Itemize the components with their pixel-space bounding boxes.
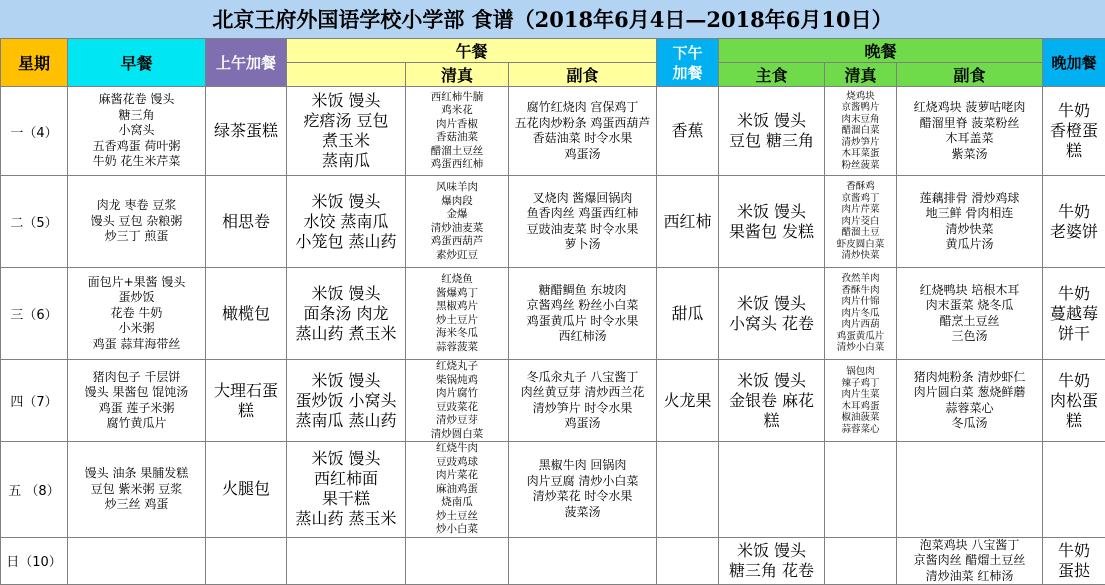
menu-item: 豆包 紫米粥 豆浆 bbox=[68, 482, 205, 498]
menu-item: 香菇油菜 bbox=[406, 131, 508, 145]
lunch-staple-cell bbox=[287, 360, 406, 442]
lunch-halal-cell bbox=[406, 360, 509, 442]
menu-item: 蛋炒饭 bbox=[68, 290, 205, 306]
menu-item: 米饭 馒头 bbox=[287, 284, 405, 304]
menu-item: 面条汤 肉龙 bbox=[287, 304, 405, 324]
lunch-staple-cell bbox=[287, 87, 406, 176]
menu-row bbox=[1, 87, 1105, 176]
lunch-side-cell bbox=[509, 442, 657, 538]
menu-item: 鸡蛋汤 bbox=[509, 416, 656, 432]
menu-item: 肉片圆白菜 葱烧鲜蘑 bbox=[897, 385, 1042, 401]
menu-item: 肉末豆角 bbox=[825, 114, 896, 126]
menu-item: 腐竹红烧肉 宫保鸡丁 bbox=[509, 100, 656, 116]
menu-item: 蒜蓉菜心 bbox=[897, 401, 1042, 417]
menu-item: 鸡蛋西红柿 bbox=[406, 158, 508, 172]
menu-item: 蒸南瓜 bbox=[287, 151, 405, 171]
menu-item: 炒土豆片 bbox=[406, 314, 508, 328]
page-title: 北京王府外国语学校小学部 食谱（2018年6月4日—2018年6月10日） bbox=[0, 0, 1105, 39]
menu-item: 金爆 bbox=[406, 208, 508, 222]
menu-item: 面包片+果酱 馒头 bbox=[68, 275, 205, 291]
menu-item: 肉片冬瓜 bbox=[825, 308, 896, 320]
header-afternoon-snack bbox=[657, 39, 719, 87]
menu-item: 鸡蛋 蒜茸海带丝 bbox=[68, 337, 205, 353]
dinner-side-cell bbox=[897, 268, 1043, 360]
menu-item: 蒜蓉菠菜 bbox=[406, 341, 508, 355]
menu-item: 豆豉鸡球 bbox=[406, 456, 508, 470]
day-cell: 日（10） bbox=[1, 537, 68, 585]
menu-item: 肉片豆腐 清炒小白菜 bbox=[509, 474, 656, 490]
header-dinner-staple: 主食 bbox=[719, 63, 825, 87]
menu-item: 炒三丝 鸡蛋 bbox=[68, 497, 205, 513]
menu-item: 孜然羊肉 bbox=[825, 273, 896, 285]
menu-item: 紫菜汤 bbox=[897, 147, 1042, 163]
night-snack-cell bbox=[1043, 537, 1105, 585]
menu-item: 清炒笋片 时令水果 bbox=[509, 401, 656, 417]
night-snack-cell bbox=[1043, 360, 1105, 442]
menu-item: 米饭 馒头 bbox=[287, 371, 405, 391]
menu-item: 醋烹土豆丝 bbox=[897, 314, 1042, 330]
lunch-side-cell bbox=[509, 360, 657, 442]
morning-snack-cell bbox=[206, 87, 287, 176]
menu-item: 萝卜汤 bbox=[509, 237, 656, 253]
dinner-staple-cell bbox=[719, 176, 825, 268]
menu-item: 烧南瓜 bbox=[406, 496, 508, 510]
menu-item: 麻油鸡蛋 bbox=[406, 483, 508, 497]
menu-item: 金银卷 麻花 bbox=[719, 391, 824, 411]
header-breakfast: 早餐 bbox=[68, 39, 206, 87]
menu-item: 清炒圆白菜 bbox=[406, 428, 508, 442]
menu-item: 火腿包 bbox=[206, 479, 286, 499]
day-cell: 五 （8） bbox=[1, 442, 68, 538]
menu-item: 清炒小白菜 bbox=[825, 342, 896, 354]
day-cell: 三（6） bbox=[1, 268, 68, 360]
header-lunch-halal: 清真 bbox=[406, 63, 509, 87]
menu-item: 煮玉米 bbox=[287, 131, 405, 151]
night-snack-cell bbox=[1043, 268, 1105, 360]
menu-item: 小米粥 bbox=[68, 321, 205, 337]
menu-item: 香菇油菜 时令水果 bbox=[509, 131, 656, 147]
menu-item: 糖三角 bbox=[68, 108, 205, 124]
breakfast-cell bbox=[68, 537, 206, 585]
menu-item: 炒小白菜 bbox=[406, 523, 508, 537]
menu-item: 五花肉炒粉条 鸡蛋西葫芦 bbox=[509, 116, 656, 132]
menu-item: 猪肉炖粉条 清炒虾仁 bbox=[897, 370, 1042, 386]
dinner-halal-cell bbox=[825, 442, 897, 538]
afternoon-snack-cell bbox=[657, 87, 719, 176]
lunch-halal-cell bbox=[406, 537, 509, 585]
breakfast-cell bbox=[68, 268, 206, 360]
menu-item: 肉片茭白 bbox=[825, 216, 896, 228]
menu-item: 肉片腐竹 bbox=[406, 387, 508, 401]
menu-item: 粉丝菠菜 bbox=[825, 160, 896, 172]
menu-item: 西红柿面 bbox=[287, 469, 405, 489]
menu-row bbox=[1, 537, 1105, 585]
menu-item: 果干糕 bbox=[287, 489, 405, 509]
dinner-halal-cell bbox=[825, 87, 897, 176]
menu-item: 蔓越莓 bbox=[1043, 304, 1105, 324]
menu-item: 红烧鸡块 菠萝咕咾肉 bbox=[897, 100, 1042, 116]
dinner-halal-cell bbox=[825, 176, 897, 268]
header-lunch-side: 副食 bbox=[509, 63, 657, 87]
menu-item: 清炒菜花 时令水果 bbox=[509, 489, 656, 505]
menu-item: 冬瓜汤 bbox=[897, 416, 1042, 432]
menu-item: 鸡蛋西葫芦 bbox=[406, 235, 508, 249]
morning-snack-cell bbox=[206, 176, 287, 268]
menu-item: 西红柿牛腩 bbox=[406, 91, 508, 105]
breakfast-cell bbox=[68, 360, 206, 442]
menu-item: 醋溜土豆丝 bbox=[406, 145, 508, 159]
dinner-halal-cell bbox=[825, 360, 897, 442]
lunch-staple-cell bbox=[287, 537, 406, 585]
menu-row bbox=[1, 442, 1105, 538]
afternoon-snack-cell bbox=[657, 176, 719, 268]
lunch-side-cell bbox=[509, 268, 657, 360]
menu-item: 牛奶 bbox=[1043, 101, 1105, 121]
menu-item: 鸡蛋黄瓜片 bbox=[825, 331, 896, 343]
menu-item: 米饭 馒头 bbox=[719, 294, 824, 314]
menu-item: 锅包肉 bbox=[825, 366, 896, 378]
lunch-halal-cell bbox=[406, 87, 509, 176]
menu-item: 糖三角 花卷 bbox=[719, 561, 824, 581]
menu-item: 牛奶 bbox=[1043, 541, 1105, 561]
menu-item: 木耳盖菜 bbox=[897, 131, 1042, 147]
menu-row bbox=[1, 268, 1105, 360]
menu-item: 虾皮圆白菜 bbox=[825, 239, 896, 251]
menu-item: 黑椒牛肉 回锅肉 bbox=[509, 458, 656, 474]
morning-snack-cell bbox=[206, 360, 287, 442]
menu-item: 辣子鸡丁 bbox=[825, 378, 896, 390]
menu-item: 木耳菜蛋 bbox=[825, 148, 896, 160]
header-morning-snack: 上午加餐 bbox=[206, 39, 287, 87]
menu-item: 红烧鱼 bbox=[406, 273, 508, 287]
breakfast-cell bbox=[68, 176, 206, 268]
menu-item: 米饭 馒头 bbox=[287, 449, 405, 469]
menu-item: 泡菜鸡块 八宝酱丁 bbox=[897, 538, 1042, 554]
dinner-side-cell bbox=[897, 442, 1043, 538]
menu-item: 香蕉 bbox=[657, 121, 718, 141]
menu-item: 猪肉包子 千层饼 bbox=[68, 370, 205, 386]
menu-item: 花卷 牛奶 bbox=[68, 306, 205, 322]
day-cell: 一（4） bbox=[1, 87, 68, 176]
lunch-staple-cell bbox=[287, 442, 406, 538]
menu-item: 清炒快菜 bbox=[825, 250, 896, 262]
menu-item: 肉末蛋菜 烧冬瓜 bbox=[897, 298, 1042, 314]
menu-item: 西红柿汤 bbox=[509, 329, 656, 345]
lunch-side-cell bbox=[509, 176, 657, 268]
menu-item: 牛奶 bbox=[1043, 371, 1105, 391]
menu-item: 甜瓜 bbox=[657, 304, 718, 324]
day-cell: 四（7） bbox=[1, 360, 68, 442]
menu-item: 炒三丁 煎蛋 bbox=[68, 229, 205, 245]
menu-item: 红烧鸭块 培根木耳 bbox=[897, 283, 1042, 299]
night-snack-cell bbox=[1043, 442, 1105, 538]
morning-snack-cell bbox=[206, 268, 287, 360]
menu-item: 糖醋鲷鱼 东坡肉 bbox=[509, 283, 656, 299]
menu-item: 小窝头 花卷 bbox=[719, 314, 824, 334]
menu-item: 蒸山药 蒸玉米 bbox=[287, 509, 405, 529]
menu-item: 肉片西葫 bbox=[825, 319, 896, 331]
menu-item: 清炒油麦菜 bbox=[406, 222, 508, 236]
menu-item: 麻酱花卷 馒头 bbox=[68, 92, 205, 108]
menu-item: 京酱鸡丝 粉丝小白菜 bbox=[509, 298, 656, 314]
menu-item: 爆肉段 bbox=[406, 195, 508, 209]
dinner-side-cell bbox=[897, 176, 1043, 268]
menu-item: 木耳鸡蛋 bbox=[825, 401, 896, 413]
menu-item: 老婆饼 bbox=[1043, 222, 1105, 242]
menu-item: 黑椒鸡片 bbox=[406, 300, 508, 314]
menu-item: 醋溜里脊 菠菜粉丝 bbox=[897, 116, 1042, 132]
menu-item: 米饭 馒头 bbox=[287, 91, 405, 111]
menu-item: 米饭 馒头 bbox=[719, 541, 824, 561]
breakfast-cell bbox=[68, 87, 206, 176]
menu-item: 豆豉油麦菜 时令水果 bbox=[509, 222, 656, 238]
menu-item: 五香鸡蛋 荷叶粥 bbox=[68, 139, 205, 155]
menu-item: 糕 bbox=[719, 411, 824, 431]
menu-item: 烧鸡块 bbox=[825, 91, 896, 103]
header-lunch: 午餐 bbox=[287, 39, 657, 63]
menu-item: 米饭 馒头 bbox=[287, 192, 405, 212]
afternoon-snack-cell bbox=[657, 537, 719, 585]
header-night-snack: 晚加餐 bbox=[1043, 39, 1105, 87]
menu-item: 香酥鸡 bbox=[825, 181, 896, 193]
menu-item: 小笼包 蒸山药 bbox=[287, 232, 405, 252]
header-afternoon-snack-line-2: 加餐 bbox=[657, 63, 718, 83]
menu-item: 海米冬瓜 bbox=[406, 327, 508, 341]
menu-item: 牛奶 bbox=[1043, 202, 1105, 222]
menu-item: 肉松蛋 bbox=[1043, 391, 1105, 411]
menu-item: 蒜蓉菜心 bbox=[825, 424, 896, 436]
menu-item: 蛋挞 bbox=[1043, 561, 1105, 581]
menu-item: 牛奶 花生米芹菜 bbox=[68, 154, 205, 170]
menu-item: 醋溜白菜 bbox=[825, 125, 896, 137]
night-snack-cell bbox=[1043, 87, 1105, 176]
menu-item: 香酥牛肉 bbox=[825, 285, 896, 297]
menu-item: 香橙蛋 bbox=[1043, 121, 1105, 141]
menu-item: 鸡蛋汤 bbox=[509, 147, 656, 163]
lunch-staple-cell bbox=[287, 176, 406, 268]
menu-item: 火龙果 bbox=[657, 391, 718, 411]
menu-item: 肉片芹菜 bbox=[825, 204, 896, 216]
menu-item: 馒头 果酱包 馄饨汤 bbox=[68, 385, 205, 401]
night-snack-cell bbox=[1043, 176, 1105, 268]
menu-item: 黄瓜片汤 bbox=[897, 237, 1042, 253]
menu-item: 糕 bbox=[1043, 411, 1105, 431]
menu-item: 西红柿 bbox=[657, 212, 718, 232]
dinner-staple-cell bbox=[719, 87, 825, 176]
menu-item: 三色汤 bbox=[897, 329, 1042, 345]
afternoon-snack-cell bbox=[657, 442, 719, 538]
menu-item: 冬瓜汆丸子 八宝酱丁 bbox=[509, 370, 656, 386]
morning-snack-cell bbox=[206, 442, 287, 538]
menu-item: 素炒豇豆 bbox=[406, 249, 508, 263]
menu-item: 京酱鸡丁 bbox=[825, 193, 896, 205]
menu-item: 地三鲜 骨肉相连 bbox=[897, 206, 1042, 222]
header-lunch-staple bbox=[287, 63, 406, 87]
menu-item: 莲藕排骨 滑炒鸡球 bbox=[897, 191, 1042, 207]
menu-item: 炒土豆丝 bbox=[406, 510, 508, 524]
header-day: 星期 bbox=[1, 39, 68, 87]
menu-item: 醋溜土豆 bbox=[825, 227, 896, 239]
afternoon-snack-cell bbox=[657, 268, 719, 360]
dinner-staple-cell bbox=[719, 268, 825, 360]
lunch-halal-cell bbox=[406, 442, 509, 538]
header-dinner: 晚餐 bbox=[719, 39, 1043, 63]
menu-item: 牛奶 bbox=[1043, 284, 1105, 304]
dinner-side-cell bbox=[897, 360, 1043, 442]
lunch-side-cell bbox=[509, 537, 657, 585]
menu-item: 椒油菠菜 bbox=[825, 412, 896, 424]
header-dinner-halal: 清真 bbox=[825, 63, 897, 87]
dinner-staple-cell bbox=[719, 442, 825, 538]
menu-item: 京酱肉丝 醋熘土豆丝 bbox=[897, 553, 1042, 569]
menu-item: 绿茶蛋糕 bbox=[206, 121, 286, 141]
menu-item: 叉烧肉 酱爆回锅肉 bbox=[509, 191, 656, 207]
menu-item: 米饭 馒头 bbox=[719, 202, 824, 222]
menu-item: 豆包 糖三角 bbox=[719, 131, 824, 151]
menu-item: 水饺 蒸南瓜 bbox=[287, 212, 405, 232]
menu-item: 饼干 bbox=[1043, 324, 1105, 344]
morning-snack-cell bbox=[206, 537, 287, 585]
menu-table bbox=[0, 38, 1105, 585]
menu-item: 腐竹黄瓜片 bbox=[68, 416, 205, 432]
menu-item: 糕 bbox=[206, 401, 286, 421]
menu-item: 米饭 馒头 bbox=[719, 371, 824, 391]
lunch-halal-cell bbox=[406, 268, 509, 360]
menu-item: 小窝头 bbox=[68, 123, 205, 139]
menu-item: 鸡米花 bbox=[406, 104, 508, 118]
menu-item: 鱼香肉丝 鸡蛋西红柿 bbox=[509, 206, 656, 222]
menu-item: 鸡蛋黄瓜片 时令水果 bbox=[509, 314, 656, 330]
menu-item: 清炒油菜 红柿汤 bbox=[897, 569, 1042, 585]
menu-item: 馒头 豆包 杂粮粥 bbox=[68, 214, 205, 230]
menu-item: 肉片什锦 bbox=[825, 296, 896, 308]
menu-item: 清炒笋片 bbox=[825, 137, 896, 149]
menu-item: 红烧牛肉 bbox=[406, 442, 508, 456]
menu-item: 蛋炒饭 小窝头 bbox=[287, 391, 405, 411]
header-dinner-side: 副食 bbox=[897, 63, 1043, 87]
menu-item: 豆豉菜花 bbox=[406, 401, 508, 415]
menu-item: 鸡蛋 莲子米粥 bbox=[68, 401, 205, 417]
menu-item: 京酱鸭片 bbox=[825, 102, 896, 114]
menu-item: 蒸南瓜 蒸山药 bbox=[287, 411, 405, 431]
menu-item: 红烧丸子 bbox=[406, 360, 508, 374]
menu-item: 米饭 馒头 bbox=[719, 111, 824, 131]
header-afternoon-snack-line-1: 下午 bbox=[657, 43, 718, 63]
menu-item: 风味羊肉 bbox=[406, 181, 508, 195]
menu-item: 清炒豆芽 bbox=[406, 414, 508, 428]
menu-item: 蒸山药 煮玉米 bbox=[287, 324, 405, 344]
menu-row bbox=[1, 176, 1105, 268]
dinner-staple-cell bbox=[719, 360, 825, 442]
afternoon-snack-cell bbox=[657, 360, 719, 442]
menu-item: 肉丝黄豆芽 清炒西兰花 bbox=[509, 385, 656, 401]
menu-item: 橄榄包 bbox=[206, 304, 286, 324]
menu-item: 疙瘩汤 豆包 bbox=[287, 111, 405, 131]
menu-item: 酱爆鸡丁 bbox=[406, 287, 508, 301]
menu-item: 果酱包 发糕 bbox=[719, 222, 824, 242]
menu-item: 柴锅炖鸡 bbox=[406, 374, 508, 388]
menu-item: 肉龙 枣卷 豆浆 bbox=[68, 198, 205, 214]
menu-item: 肉片菜花 bbox=[406, 469, 508, 483]
dinner-side-cell bbox=[897, 87, 1043, 176]
menu-item: 清炒快菜 bbox=[897, 222, 1042, 238]
menu-item: 肉片生菜 bbox=[825, 389, 896, 401]
dinner-halal-cell bbox=[825, 537, 897, 585]
menu-item: 糕 bbox=[1043, 141, 1105, 161]
lunch-side-cell bbox=[509, 87, 657, 176]
menu-item: 相思卷 bbox=[206, 212, 286, 232]
menu-item: 大理石蛋 bbox=[206, 381, 286, 401]
menu-item: 菠菜汤 bbox=[509, 505, 656, 521]
lunch-halal-cell bbox=[406, 176, 509, 268]
lunch-staple-cell bbox=[287, 268, 406, 360]
menu-item: 馒头 油条 果脯发糕 bbox=[68, 466, 205, 482]
dinner-halal-cell bbox=[825, 268, 897, 360]
menu-item: 肉片香椒 bbox=[406, 118, 508, 132]
day-cell: 二（5） bbox=[1, 176, 68, 268]
dinner-staple-cell bbox=[719, 537, 825, 585]
menu-row bbox=[1, 360, 1105, 442]
breakfast-cell bbox=[68, 442, 206, 538]
dinner-side-cell bbox=[897, 537, 1043, 585]
